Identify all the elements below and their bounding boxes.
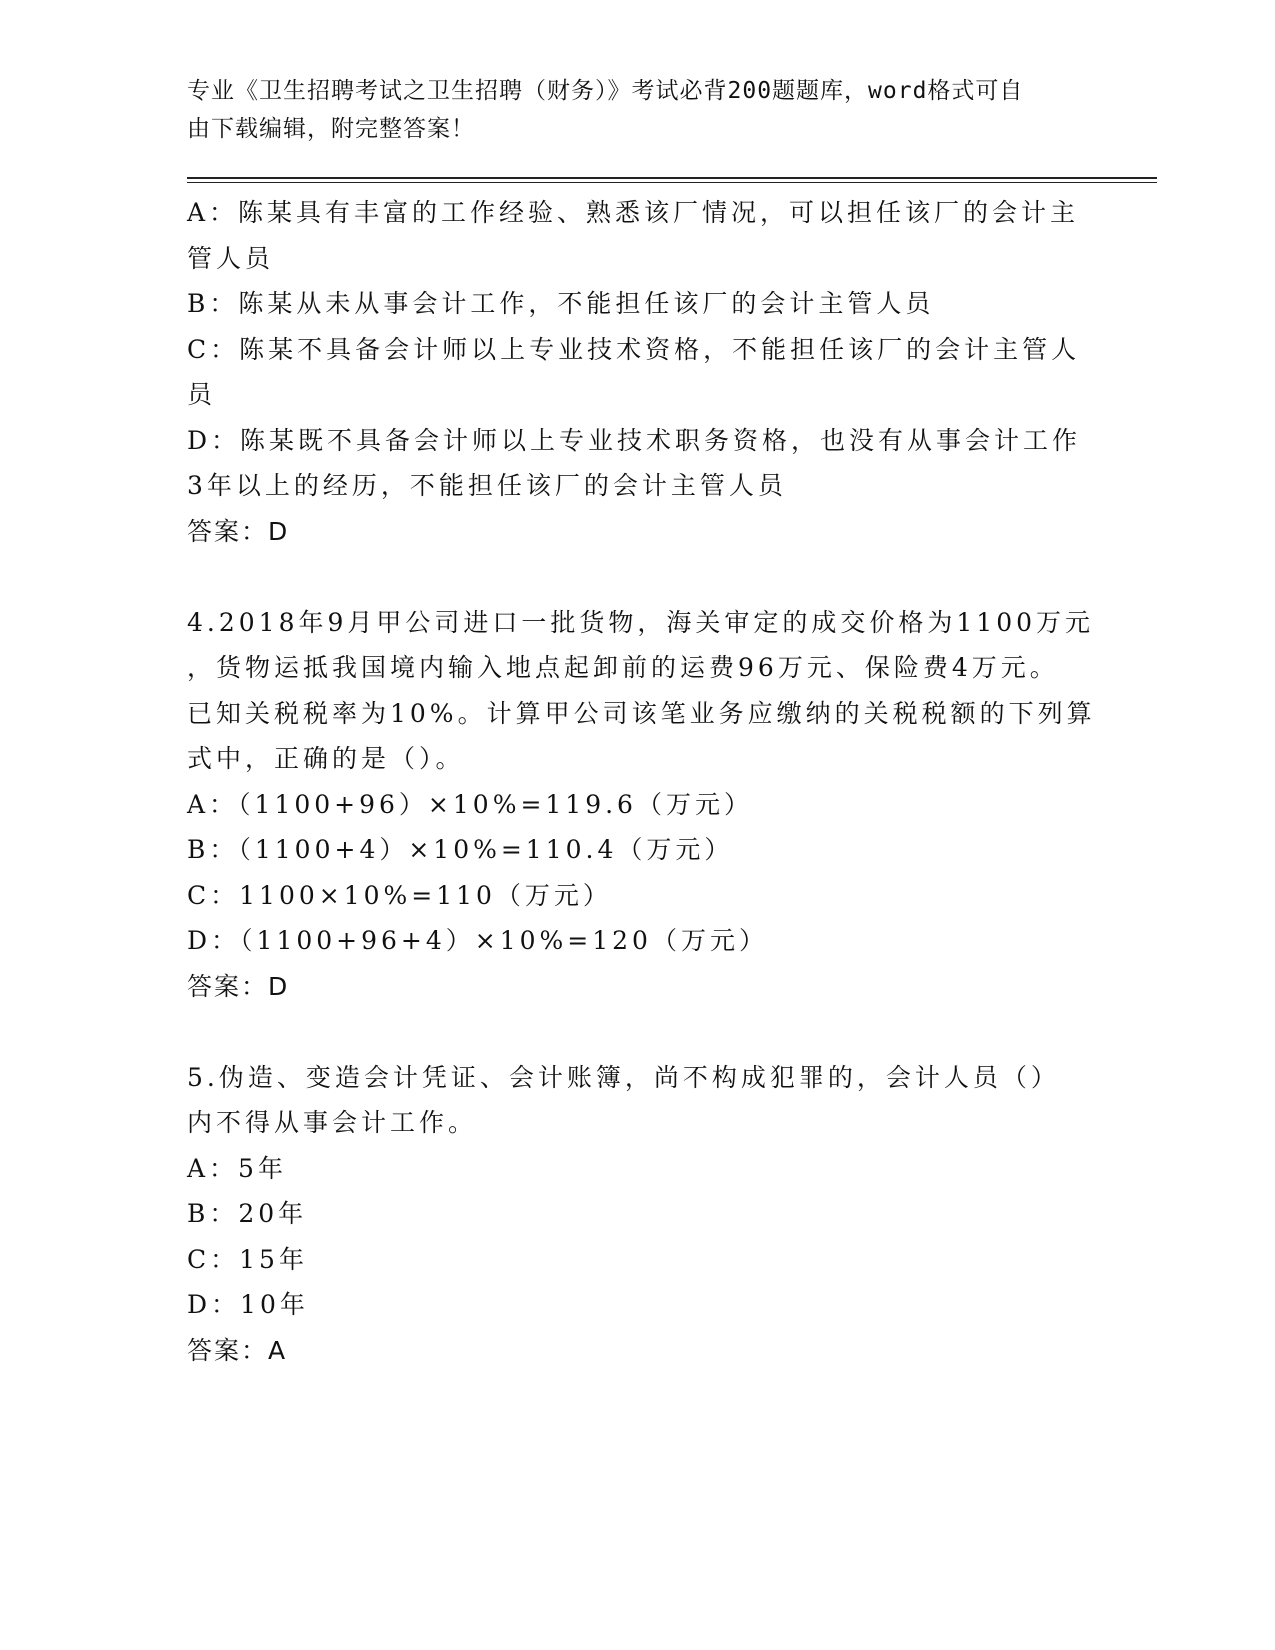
header-rule-thin [187,182,1157,183]
q4-stem-line-4: 式中，正确的是（）。 [187,744,465,773]
q4-option-c: C：1100×10%=110（万元） [187,880,612,910]
q5-option-d: D：10年 [187,1290,309,1319]
header-line-2: 由下载编辑，附完整答案！ [187,116,475,142]
q3-answer: 答案：D [187,516,290,546]
q3-option-d-line-2: 3年以上的经历，不能担任该厂的会计主管人员 [187,471,787,500]
q5-stem-line-1: 5.伪造、变造会计凭证、会计账簿，尚不构成犯罪的，会计人员（） [187,1062,1060,1092]
q3-option-c-line-2: 员 [187,380,217,409]
q4-stem-line-2: ，货物运抵我国境内输入地点起卸前的运费96万元、保险费4万元。 [187,653,1059,682]
q3-option-a-line-1: A：陈某具有丰富的工作经验、熟悉该厂情况，可以担任该厂的会计主 [187,198,1080,227]
q3-option-b: B：陈某从未从事会计工作，不能担任该厂的会计主管人员 [187,289,935,318]
q5-option-c: C：15年 [187,1244,308,1274]
q4-stem-line-1: 4.2018年9月甲公司进口一批货物，海关审定的成交价格为1100万元 [187,607,1095,637]
q3-option-d-line-1: D：陈某既不具备会计师以上专业技术职务资格，也没有从事会计工作 [187,425,1082,455]
question-3-options [187,190,1087,554]
q3-option-a-line-2: 管人员 [187,243,275,273]
q4-option-b: B：（1100+4）×10%=110.4（万元） [187,835,734,864]
header-rule-thick [187,177,1157,179]
q3-option-c-line-1: C：陈某不具备会计师以上专业技术资格，不能担任该厂的会计主管人 [187,334,1081,364]
question-body [187,190,1096,1373]
q5-stem-line-2: 内不得从事会计工作。 [187,1108,478,1137]
q4-stem-line-3: 已知关税税率为10%。计算甲公司该笔业务应缴纳的关税税额的下列算 [187,698,1096,728]
document-header [187,72,1067,148]
spacer [187,554,1087,600]
question-5 [187,1055,1087,1374]
q4-answer: 答案：D [187,971,290,1001]
spacer [187,1009,1087,1055]
question-4 [187,600,1096,1010]
q4-option-a: A：（1100+96）×10%=119.6（万元） [187,789,753,819]
q5-option-a: A：5年 [187,1153,287,1183]
q4-option-d: D：（1100+96+4）×10%=120（万元） [187,926,768,955]
header-line-1: 专业《卫生招聘考试之卫生招聘（财务）》考试必背200题题库，word格式可自 [187,78,1024,104]
q5-answer: 答案：A [187,1335,288,1365]
q5-option-b: B：20年 [187,1199,308,1228]
